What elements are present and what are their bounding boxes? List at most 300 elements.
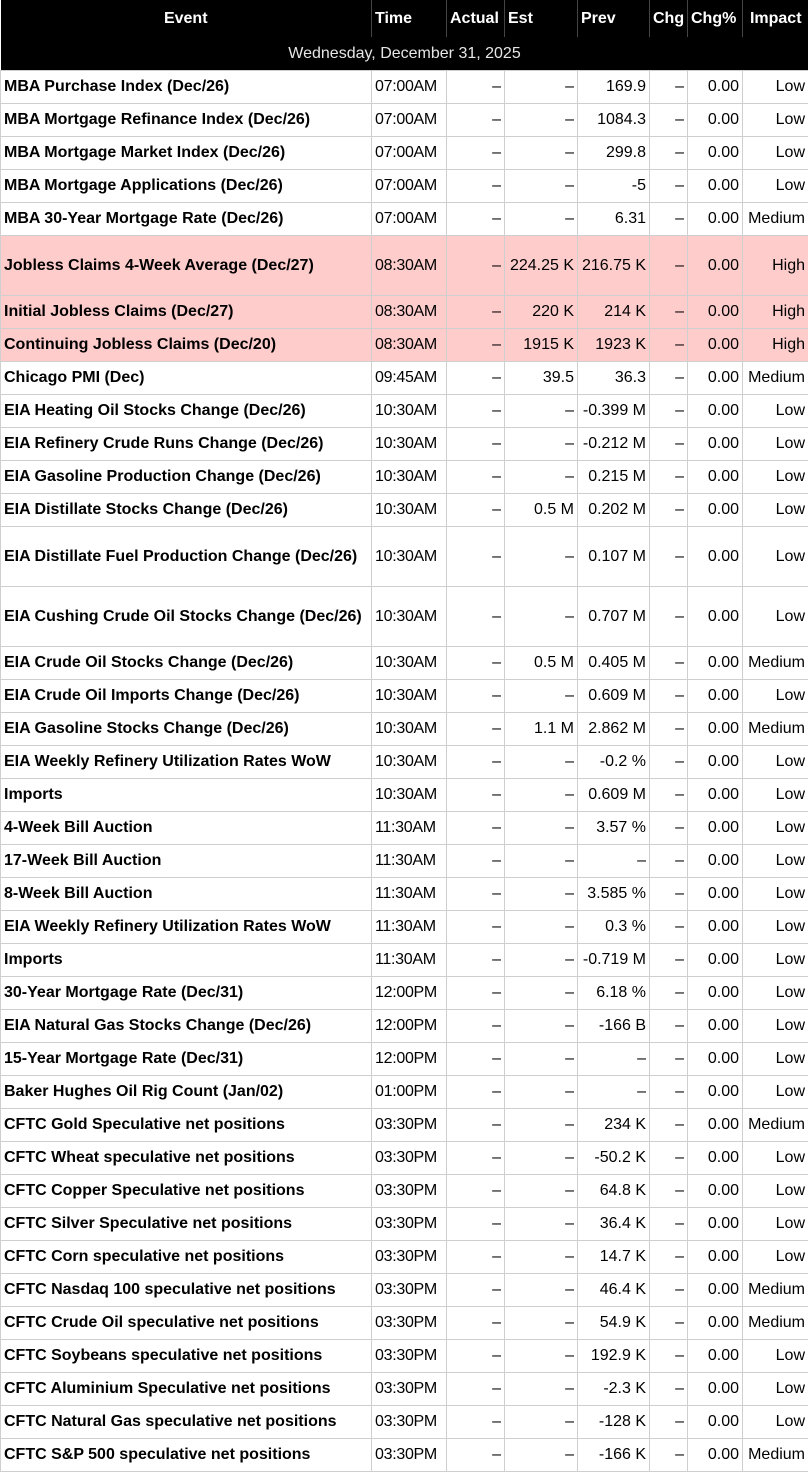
change-value: – xyxy=(650,1042,688,1075)
event-time: 10:30AM xyxy=(372,679,447,712)
table-row[interactable] xyxy=(1,493,808,526)
event-name: Continuing Jobless Claims (Dec/20) xyxy=(1,328,372,361)
previous-value: -166 B xyxy=(578,1009,650,1042)
estimate-value: – xyxy=(505,1273,578,1306)
event-name: MBA Mortgage Applications (Dec/26) xyxy=(1,169,372,202)
estimate-value: 0.5 M xyxy=(505,646,578,679)
event-time: 03:30PM xyxy=(372,1207,447,1240)
change-value: – xyxy=(650,1306,688,1339)
table-row[interactable] xyxy=(1,361,808,394)
actual-value: – xyxy=(447,361,505,394)
previous-value: 2.862 M xyxy=(578,712,650,745)
actual-value: – xyxy=(447,1405,505,1438)
event-time: 11:30AM xyxy=(372,844,447,877)
impact-level: Low xyxy=(743,1372,808,1405)
previous-value: -5 xyxy=(578,169,650,202)
change-percent-value: 0.00 xyxy=(688,976,743,1009)
table-row[interactable] xyxy=(1,1141,808,1174)
event-time: 03:30PM xyxy=(372,1306,447,1339)
estimate-value: 1.1 M xyxy=(505,712,578,745)
actual-value: – xyxy=(447,526,505,586)
event-time: 10:30AM xyxy=(372,526,447,586)
estimate-value: – xyxy=(505,1240,578,1273)
event-time: 11:30AM xyxy=(372,811,447,844)
change-value: – xyxy=(650,877,688,910)
change-percent-value: 0.00 xyxy=(688,1174,743,1207)
change-percent-value: 0.00 xyxy=(688,1240,743,1273)
previous-value: 36.4 K xyxy=(578,1207,650,1240)
table-row[interactable] xyxy=(1,169,808,202)
estimate-value: – xyxy=(505,1075,578,1108)
change-value: – xyxy=(650,235,688,295)
table-row[interactable] xyxy=(1,910,808,943)
change-value: – xyxy=(650,1240,688,1273)
actual-value: – xyxy=(447,427,505,460)
event-name: Baker Hughes Oil Rig Count (Jan/02) xyxy=(1,1075,372,1108)
event-time: 03:30PM xyxy=(372,1141,447,1174)
change-value: – xyxy=(650,526,688,586)
table-row[interactable] xyxy=(1,328,808,361)
event-name: CFTC Gold Speculative net positions xyxy=(1,1108,372,1141)
impact-level: Low xyxy=(743,1339,808,1372)
impact-level: Low xyxy=(743,136,808,169)
event-name: CFTC Nasdaq 100 speculative net positions xyxy=(1,1273,372,1306)
table-row[interactable] xyxy=(1,811,808,844)
table-row[interactable] xyxy=(1,460,808,493)
change-value: – xyxy=(650,679,688,712)
change-percent-value: 0.00 xyxy=(688,811,743,844)
table-row[interactable] xyxy=(1,1306,808,1339)
change-percent-value: 0.00 xyxy=(688,1273,743,1306)
column-header-est[interactable]: Est xyxy=(505,0,578,37)
change-value: – xyxy=(650,1141,688,1174)
estimate-value: – xyxy=(505,1339,578,1372)
change-value: – xyxy=(650,1372,688,1405)
change-value: – xyxy=(650,361,688,394)
change-value: – xyxy=(650,202,688,235)
event-name: EIA Crude Oil Stocks Change (Dec/26) xyxy=(1,646,372,679)
actual-value: – xyxy=(447,235,505,295)
table-row[interactable] xyxy=(1,1405,808,1438)
change-value: – xyxy=(650,745,688,778)
table-row[interactable] xyxy=(1,1339,808,1372)
event-time: 10:30AM xyxy=(372,712,447,745)
change-percent-value: 0.00 xyxy=(688,910,743,943)
event-time: 07:00AM xyxy=(372,103,447,136)
previous-value: 6.18 % xyxy=(578,976,650,1009)
actual-value: – xyxy=(447,745,505,778)
estimate-value: – xyxy=(505,1141,578,1174)
estimate-value: – xyxy=(505,976,578,1009)
event-name: Initial Jobless Claims (Dec/27) xyxy=(1,295,372,328)
previous-value: 0.215 M xyxy=(578,460,650,493)
table-row[interactable] xyxy=(1,586,808,646)
change-value: – xyxy=(650,460,688,493)
impact-level: Low xyxy=(743,1174,808,1207)
change-percent-value: 0.00 xyxy=(688,136,743,169)
previous-value: 64.8 K xyxy=(578,1174,650,1207)
event-name: EIA Crude Oil Imports Change (Dec/26) xyxy=(1,679,372,712)
change-percent-value: 0.00 xyxy=(688,844,743,877)
impact-level: Low xyxy=(743,811,808,844)
impact-level: Low xyxy=(743,1207,808,1240)
table-row[interactable] xyxy=(1,1009,808,1042)
impact-level: Low xyxy=(743,460,808,493)
change-value: – xyxy=(650,1273,688,1306)
impact-level: High xyxy=(743,328,808,361)
change-percent-value: 0.00 xyxy=(688,646,743,679)
column-header-time[interactable]: Time xyxy=(372,0,447,37)
actual-value: – xyxy=(447,394,505,427)
actual-value: – xyxy=(447,910,505,943)
estimate-value: – xyxy=(505,1174,578,1207)
actual-value: – xyxy=(447,1372,505,1405)
impact-level: Low xyxy=(743,877,808,910)
event-time: 07:00AM xyxy=(372,169,447,202)
change-percent-value: 0.00 xyxy=(688,427,743,460)
impact-level: Low xyxy=(743,679,808,712)
table-row[interactable] xyxy=(1,1273,808,1306)
change-percent-value: 0.00 xyxy=(688,1405,743,1438)
event-time: 07:00AM xyxy=(372,202,447,235)
estimate-value: 220 K xyxy=(505,295,578,328)
change-percent-value: 0.00 xyxy=(688,1042,743,1075)
actual-value: – xyxy=(447,460,505,493)
impact-level: Low xyxy=(743,70,808,103)
previous-value: 54.9 K xyxy=(578,1306,650,1339)
change-percent-value: 0.00 xyxy=(688,169,743,202)
change-percent-value: 0.00 xyxy=(688,1009,743,1042)
event-time: 08:30AM xyxy=(372,235,447,295)
actual-value: – xyxy=(447,295,505,328)
previous-value: 0.3 % xyxy=(578,910,650,943)
actual-value: – xyxy=(447,943,505,976)
change-percent-value: 0.00 xyxy=(688,70,743,103)
table-row[interactable] xyxy=(1,1207,808,1240)
change-value: – xyxy=(650,811,688,844)
event-time: 10:30AM xyxy=(372,778,447,811)
event-name: EIA Refinery Crude Runs Change (Dec/26) xyxy=(1,427,372,460)
change-percent-value: 0.00 xyxy=(688,1306,743,1339)
estimate-value: – xyxy=(505,1042,578,1075)
table-row[interactable] xyxy=(1,1042,808,1075)
event-name: EIA Weekly Refinery Utilization Rates WoW xyxy=(1,910,372,943)
table-row[interactable] xyxy=(1,1240,808,1273)
change-value: – xyxy=(650,493,688,526)
impact-level: Low xyxy=(743,394,808,427)
actual-value: – xyxy=(447,1009,505,1042)
impact-level: Low xyxy=(743,943,808,976)
estimate-value: – xyxy=(505,679,578,712)
estimate-value: – xyxy=(505,70,578,103)
estimate-value: – xyxy=(505,586,578,646)
previous-value: -166 K xyxy=(578,1438,650,1471)
change-percent-value: 0.00 xyxy=(688,1108,743,1141)
estimate-value: – xyxy=(505,778,578,811)
event-name: MBA Purchase Index (Dec/26) xyxy=(1,70,372,103)
event-name: CFTC S&P 500 speculative net positions xyxy=(1,1438,372,1471)
change-value: – xyxy=(650,712,688,745)
table-row[interactable] xyxy=(1,202,808,235)
change-percent-value: 0.00 xyxy=(688,1372,743,1405)
impact-level: Low xyxy=(743,526,808,586)
table-row[interactable] xyxy=(1,394,808,427)
impact-level: High xyxy=(743,295,808,328)
change-percent-value: 0.00 xyxy=(688,361,743,394)
day-header-row xyxy=(1,37,808,70)
actual-value: – xyxy=(447,328,505,361)
previous-value: 1923 K xyxy=(578,328,650,361)
event-time: 11:30AM xyxy=(372,910,447,943)
estimate-value: 224.25 K xyxy=(505,235,578,295)
previous-value: 3.585 % xyxy=(578,877,650,910)
column-header-chg-pct[interactable]: Chg% xyxy=(688,0,743,37)
table-row[interactable] xyxy=(1,745,808,778)
event-name: EIA Natural Gas Stocks Change (Dec/26) xyxy=(1,1009,372,1042)
column-header-event[interactable]: Event xyxy=(1,0,372,37)
actual-value: – xyxy=(447,679,505,712)
previous-value: -0.719 M xyxy=(578,943,650,976)
event-time: 10:30AM xyxy=(372,394,447,427)
event-time: 07:00AM xyxy=(372,136,447,169)
actual-value: – xyxy=(447,136,505,169)
previous-value: 1084.3 xyxy=(578,103,650,136)
event-time: 11:30AM xyxy=(372,877,447,910)
previous-value: 192.9 K xyxy=(578,1339,650,1372)
table-row[interactable] xyxy=(1,778,808,811)
actual-value: – xyxy=(447,1438,505,1471)
change-value: – xyxy=(650,910,688,943)
actual-value: – xyxy=(447,844,505,877)
previous-value: 6.31 xyxy=(578,202,650,235)
actual-value: – xyxy=(447,1075,505,1108)
change-value: – xyxy=(650,1174,688,1207)
estimate-value: – xyxy=(505,526,578,586)
estimate-value: – xyxy=(505,1306,578,1339)
previous-value: 0.707 M xyxy=(578,586,650,646)
actual-value: – xyxy=(447,1108,505,1141)
estimate-value: 1915 K xyxy=(505,328,578,361)
event-name: CFTC Natural Gas speculative net positions xyxy=(1,1405,372,1438)
impact-level: Medium xyxy=(743,361,808,394)
previous-value: 14.7 K xyxy=(578,1240,650,1273)
impact-level: Medium xyxy=(743,1108,808,1141)
previous-value: -2.3 K xyxy=(578,1372,650,1405)
estimate-value: – xyxy=(505,427,578,460)
event-time: 03:30PM xyxy=(372,1108,447,1141)
change-percent-value: 0.00 xyxy=(688,526,743,586)
event-name: EIA Heating Oil Stocks Change (Dec/26) xyxy=(1,394,372,427)
previous-value: 3.57 % xyxy=(578,811,650,844)
event-name: 4-Week Bill Auction xyxy=(1,811,372,844)
change-value: – xyxy=(650,1405,688,1438)
event-time: 08:30AM xyxy=(372,295,447,328)
change-value: – xyxy=(650,1075,688,1108)
event-name: EIA Distillate Fuel Production Change (Dec/26) xyxy=(1,526,372,586)
change-percent-value: 0.00 xyxy=(688,493,743,526)
event-name: 30-Year Mortgage Rate (Dec/31) xyxy=(1,976,372,1009)
estimate-value: – xyxy=(505,844,578,877)
impact-level: Low xyxy=(743,1042,808,1075)
previous-value: 214 K xyxy=(578,295,650,328)
actual-value: – xyxy=(447,202,505,235)
event-time: 03:30PM xyxy=(372,1240,447,1273)
table-row[interactable] xyxy=(1,844,808,877)
impact-level: Low xyxy=(743,976,808,1009)
estimate-value: – xyxy=(505,910,578,943)
table-row[interactable] xyxy=(1,646,808,679)
estimate-value: – xyxy=(505,811,578,844)
table-row[interactable] xyxy=(1,295,808,328)
event-name: EIA Cushing Crude Oil Stocks Change (Dec/26) xyxy=(1,586,372,646)
table-row[interactable] xyxy=(1,712,808,745)
change-value: – xyxy=(650,103,688,136)
table-row[interactable] xyxy=(1,877,808,910)
previous-value: 36.3 xyxy=(578,361,650,394)
estimate-value: – xyxy=(505,202,578,235)
estimate-value: 39.5 xyxy=(505,361,578,394)
estimate-value: – xyxy=(505,103,578,136)
event-name: MBA Mortgage Market Index (Dec/26) xyxy=(1,136,372,169)
change-percent-value: 0.00 xyxy=(688,712,743,745)
impact-level: Low xyxy=(743,103,808,136)
change-percent-value: 0.00 xyxy=(688,943,743,976)
table-row[interactable] xyxy=(1,427,808,460)
estimate-value: – xyxy=(505,394,578,427)
event-name: CFTC Aluminium Speculative net positions xyxy=(1,1372,372,1405)
change-value: – xyxy=(650,778,688,811)
previous-value: 169.9 xyxy=(578,70,650,103)
table-row[interactable] xyxy=(1,136,808,169)
column-header-impact[interactable]: Impact xyxy=(743,0,808,37)
table-row[interactable] xyxy=(1,103,808,136)
change-percent-value: 0.00 xyxy=(688,460,743,493)
estimate-value: 0.5 M xyxy=(505,493,578,526)
estimate-value: – xyxy=(505,877,578,910)
change-percent-value: 0.00 xyxy=(688,202,743,235)
change-percent-value: 0.00 xyxy=(688,295,743,328)
event-time: 10:30AM xyxy=(372,460,447,493)
impact-level: Medium xyxy=(743,1306,808,1339)
change-value: – xyxy=(650,1339,688,1372)
estimate-value: – xyxy=(505,943,578,976)
actual-value: – xyxy=(447,1240,505,1273)
change-percent-value: 0.00 xyxy=(688,1438,743,1471)
change-value: – xyxy=(650,427,688,460)
previous-value: – xyxy=(578,1075,650,1108)
change-value: – xyxy=(650,394,688,427)
table-row[interactable] xyxy=(1,1372,808,1405)
previous-value: 299.8 xyxy=(578,136,650,169)
impact-level: Low xyxy=(743,1075,808,1108)
event-time: 01:00PM xyxy=(372,1075,447,1108)
actual-value: – xyxy=(447,712,505,745)
event-time: 03:30PM xyxy=(372,1405,447,1438)
table-row[interactable] xyxy=(1,1075,808,1108)
table-row[interactable] xyxy=(1,1438,808,1471)
table-row[interactable] xyxy=(1,943,808,976)
impact-level: Low xyxy=(743,586,808,646)
event-name: 17-Week Bill Auction xyxy=(1,844,372,877)
change-value: – xyxy=(650,646,688,679)
event-time: 09:45AM xyxy=(372,361,447,394)
table-row[interactable] xyxy=(1,1108,808,1141)
change-value: – xyxy=(650,136,688,169)
actual-value: – xyxy=(447,1339,505,1372)
estimate-value: – xyxy=(505,1108,578,1141)
event-time: 07:00AM xyxy=(372,70,447,103)
table-row[interactable] xyxy=(1,1174,808,1207)
actual-value: – xyxy=(447,1273,505,1306)
table-row[interactable] xyxy=(1,235,808,295)
table-row[interactable] xyxy=(1,70,808,103)
previous-value: 0.107 M xyxy=(578,526,650,586)
event-time: 12:00PM xyxy=(372,976,447,1009)
actual-value: – xyxy=(447,103,505,136)
previous-value: – xyxy=(578,1042,650,1075)
event-time: 03:30PM xyxy=(372,1339,447,1372)
change-value: – xyxy=(650,844,688,877)
event-time: 10:30AM xyxy=(372,646,447,679)
event-time: 10:30AM xyxy=(372,493,447,526)
actual-value: – xyxy=(447,1141,505,1174)
change-percent-value: 0.00 xyxy=(688,328,743,361)
change-value: – xyxy=(650,1207,688,1240)
table-row[interactable] xyxy=(1,679,808,712)
event-time: 10:30AM xyxy=(372,745,447,778)
impact-level: Low xyxy=(743,745,808,778)
previous-value: -0.212 M xyxy=(578,427,650,460)
estimate-value: – xyxy=(505,136,578,169)
table-row[interactable] xyxy=(1,976,808,1009)
impact-level: Low xyxy=(743,844,808,877)
actual-value: – xyxy=(447,70,505,103)
previous-value: – xyxy=(578,844,650,877)
table-body xyxy=(1,37,808,1471)
actual-value: – xyxy=(447,877,505,910)
column-header-chg[interactable]: Chg xyxy=(650,0,688,37)
change-value: – xyxy=(650,943,688,976)
impact-level: High xyxy=(743,235,808,295)
actual-value: – xyxy=(447,1042,505,1075)
event-name: CFTC Soybeans speculative net positions xyxy=(1,1339,372,1372)
change-value: – xyxy=(650,1108,688,1141)
impact-level: Low xyxy=(743,427,808,460)
estimate-value: – xyxy=(505,745,578,778)
event-name: EIA Gasoline Production Change (Dec/26) xyxy=(1,460,372,493)
change-value: – xyxy=(650,586,688,646)
event-name: CFTC Wheat speculative net positions xyxy=(1,1141,372,1174)
column-header-prev[interactable]: Prev xyxy=(578,0,650,37)
event-name: 15-Year Mortgage Rate (Dec/31) xyxy=(1,1042,372,1075)
change-percent-value: 0.00 xyxy=(688,1339,743,1372)
event-name: Imports xyxy=(1,943,372,976)
impact-level: Medium xyxy=(743,712,808,745)
event-name: 8-Week Bill Auction xyxy=(1,877,372,910)
column-header-actual[interactable]: Actual xyxy=(447,0,505,37)
impact-level: Medium xyxy=(743,202,808,235)
change-percent-value: 0.00 xyxy=(688,586,743,646)
day-label: Wednesday, December 31, 2025 xyxy=(1,37,808,70)
impact-level: Medium xyxy=(743,646,808,679)
change-value: – xyxy=(650,1009,688,1042)
change-value: – xyxy=(650,169,688,202)
table-row[interactable] xyxy=(1,526,808,586)
event-time: 10:30AM xyxy=(372,586,447,646)
actual-value: – xyxy=(447,586,505,646)
event-time: 10:30AM xyxy=(372,427,447,460)
actual-value: – xyxy=(447,646,505,679)
